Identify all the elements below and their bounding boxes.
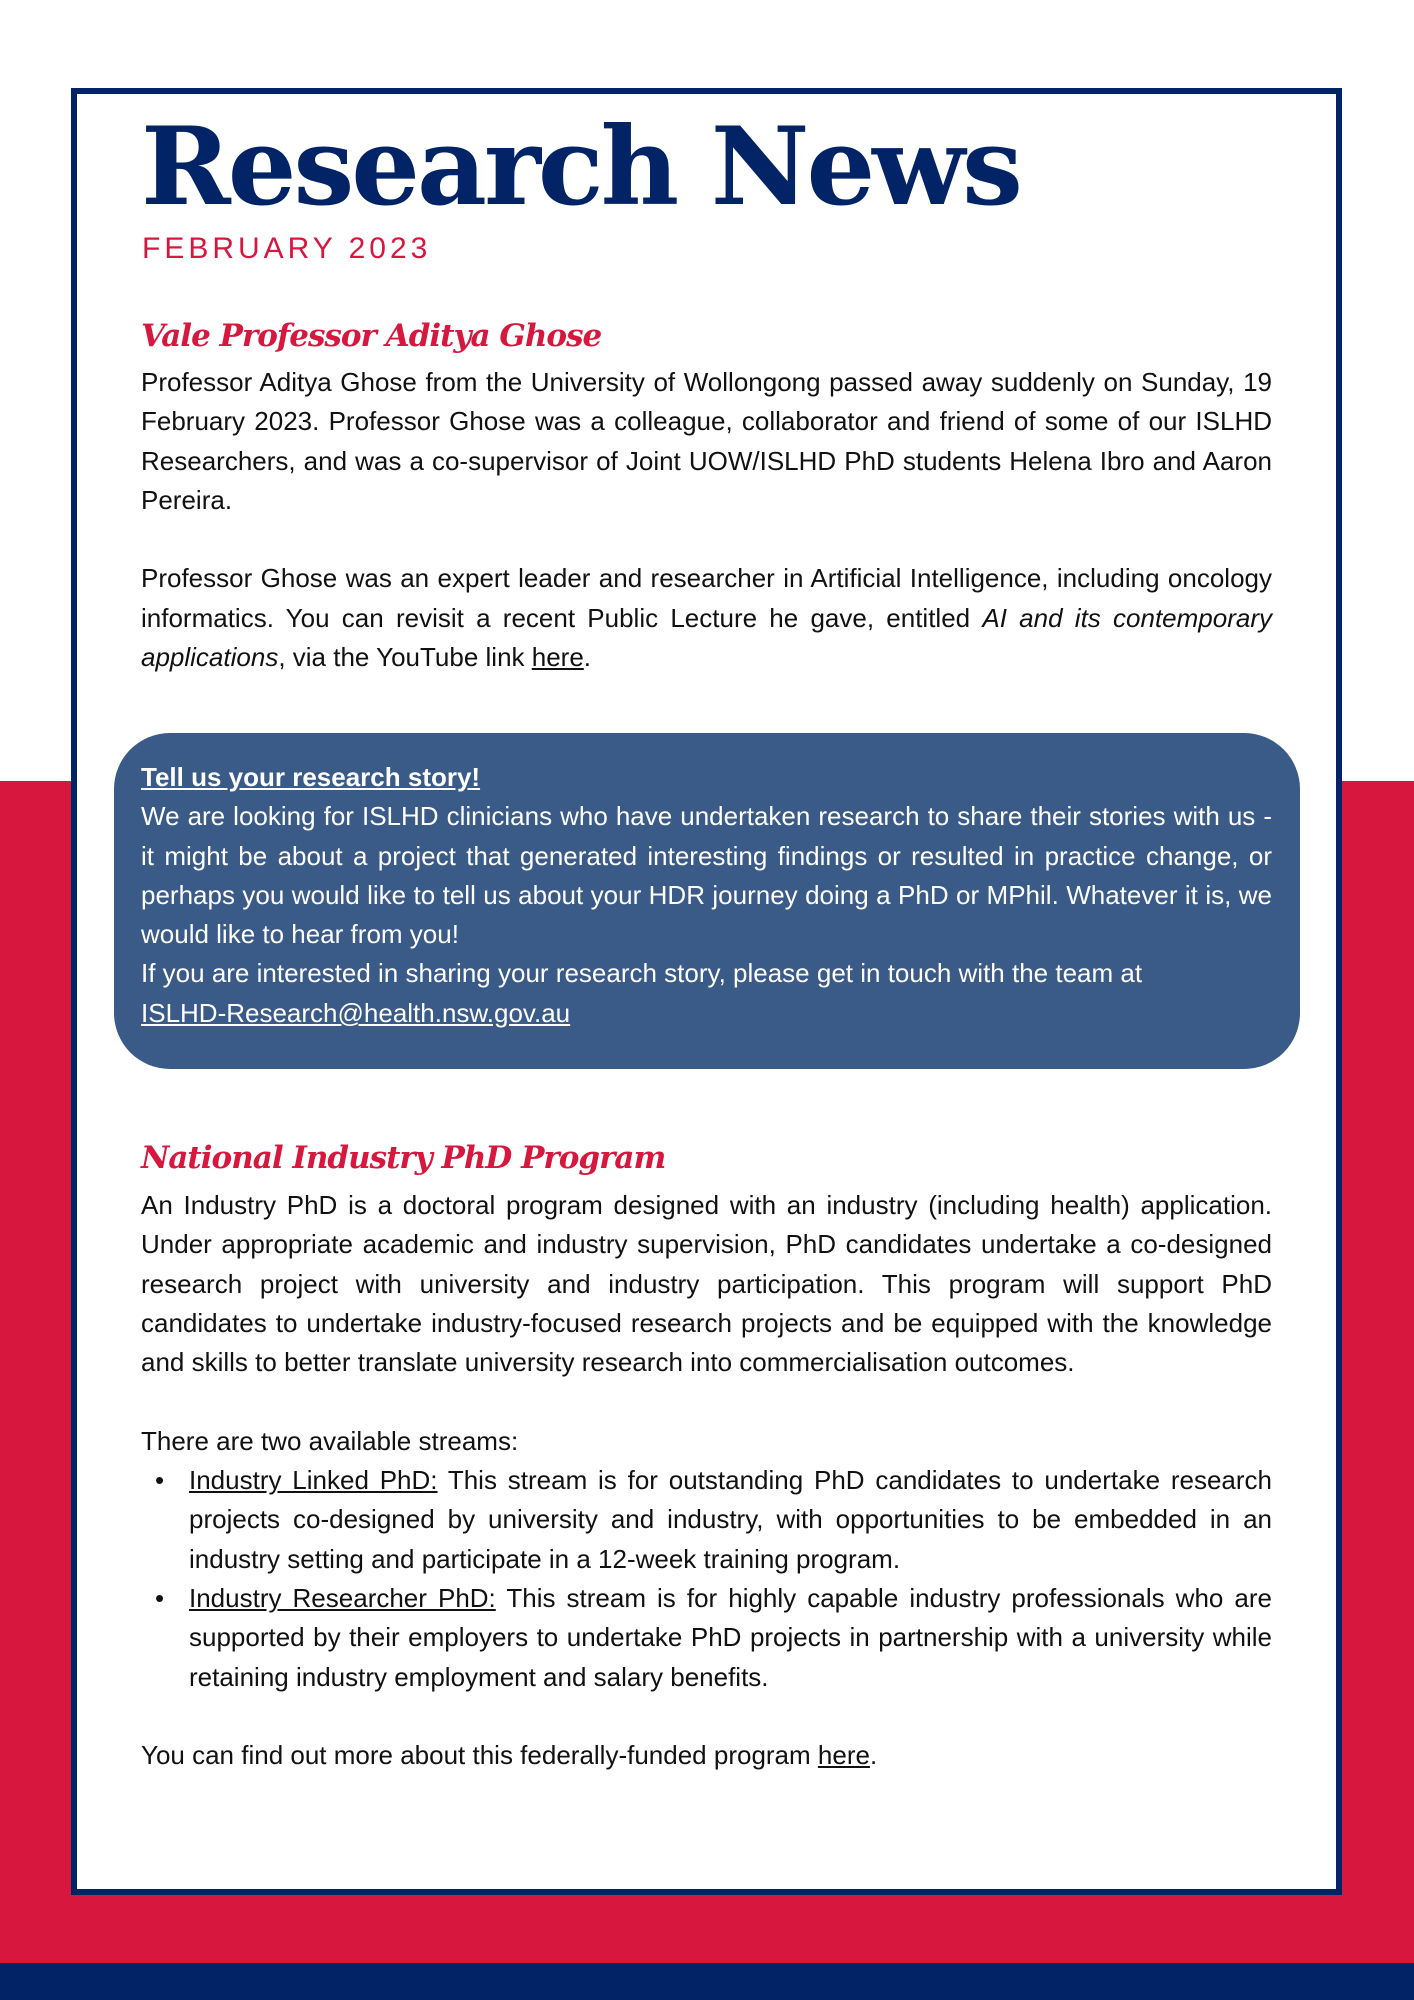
bullet-icon: • — [155, 1465, 165, 1496]
paragraph-gap — [141, 1697, 1272, 1736]
callout-body: We are looking for ISLHD clinicians who have undertaken research to share their stories with us - it might be about a project that generated interesting findings or resulted in practice change, or perhaps you would like to tell us about your HDR journey doing a PhD or MPhil. Whatever it is, we would like to hear from you! — [141, 801, 1272, 950]
vale-paragraph-2-middle: , via the YouTube link — [278, 642, 532, 673]
lecture-title: AI and its contemporary applications — [141, 602, 1272, 673]
list-item — [141, 1579, 1272, 1697]
stream-name: Industry Researcher PhD: — [189, 1582, 496, 1613]
industry-program-link[interactable]: here — [817, 1740, 870, 1771]
industry-section-body — [141, 1186, 1272, 1775]
callout-contact-line — [141, 994, 1272, 1033]
list-item — [141, 1461, 1272, 1579]
stream-description: This stream is for highly capable industry professionals who are supported by their employers to undertake PhD projects in partnership with a university while retaining industry employment and salary benefits. — [189, 1582, 1272, 1692]
research-email-link[interactable]: ISLHD-Research@health.nsw.gov.au — [141, 997, 571, 1028]
industry-outro-end: . — [869, 1740, 878, 1771]
industry-intro: An Industry PhD is a doctoral program designed with an industry (including health) application. Under appropriate academic and industry supervision, PhD candidates undertake a co-designed research project with university and industry participation. This program will support PhD candidates to undertake industry-focused research projects and be equipped with the knowledge and skills to better translate university research into commercialisation outcomes. — [141, 1190, 1272, 1378]
callout-title: Tell us your research story! — [141, 762, 481, 792]
industry-outro — [141, 1736, 1272, 1775]
paragraph-gap — [141, 520, 1272, 559]
vale-paragraph-1: Professor Aditya Ghose from the University of Wollongong passed away suddenly on Sunday, 19 February 2023. Professor Ghose was a colleague, collaborator and friend of some of our ISLHD Researchers, and was a co-supervisor of Joint UOW/ISLHD PhD students Helena Ibro and Aaron Pereira. — [141, 367, 1272, 515]
streams-intro: There are two available streams: — [141, 1425, 519, 1456]
research-story-callout-text — [141, 758, 1272, 1033]
navy-footer-band — [0, 1963, 1414, 2000]
vale-section-body — [141, 363, 1272, 677]
bullet-icon: • — [155, 1582, 165, 1613]
streams-list — [141, 1461, 1272, 1697]
newsletter-title: Research News — [141, 104, 1020, 230]
vale-paragraph-2-end: . — [583, 642, 592, 673]
stream-name: Industry Linked PhD: — [189, 1465, 438, 1496]
issue-date: FEBRUARY 2023 — [142, 232, 432, 265]
industry-phd-heading: National Industry PhD Program — [141, 1140, 666, 1176]
paragraph-gap — [141, 1382, 1272, 1421]
vale-paragraph-2 — [141, 559, 1272, 677]
callout-contact-text: If you are interested in sharing your research story, please get in touch with the team at — [141, 958, 1143, 989]
youtube-lecture-link[interactable]: here — [531, 642, 584, 673]
stream-description: This stream is for outstanding PhD candidates to undertake research projects co-designed by university and industry, with opportunities to be embedded in an industry setting and participate in a 12-week training program. — [189, 1465, 1272, 1574]
industry-outro-text: You can find out more about this federally-funded program — [141, 1740, 818, 1771]
vale-paragraph-2-text: Professor Ghose was an expert leader and researcher in Artificial Intelligence, including oncology informatics. You can revisit a recent Public Lecture he gave, entitled — [141, 563, 1272, 633]
vale-heading: Vale Professor Aditya Ghose — [141, 318, 602, 354]
